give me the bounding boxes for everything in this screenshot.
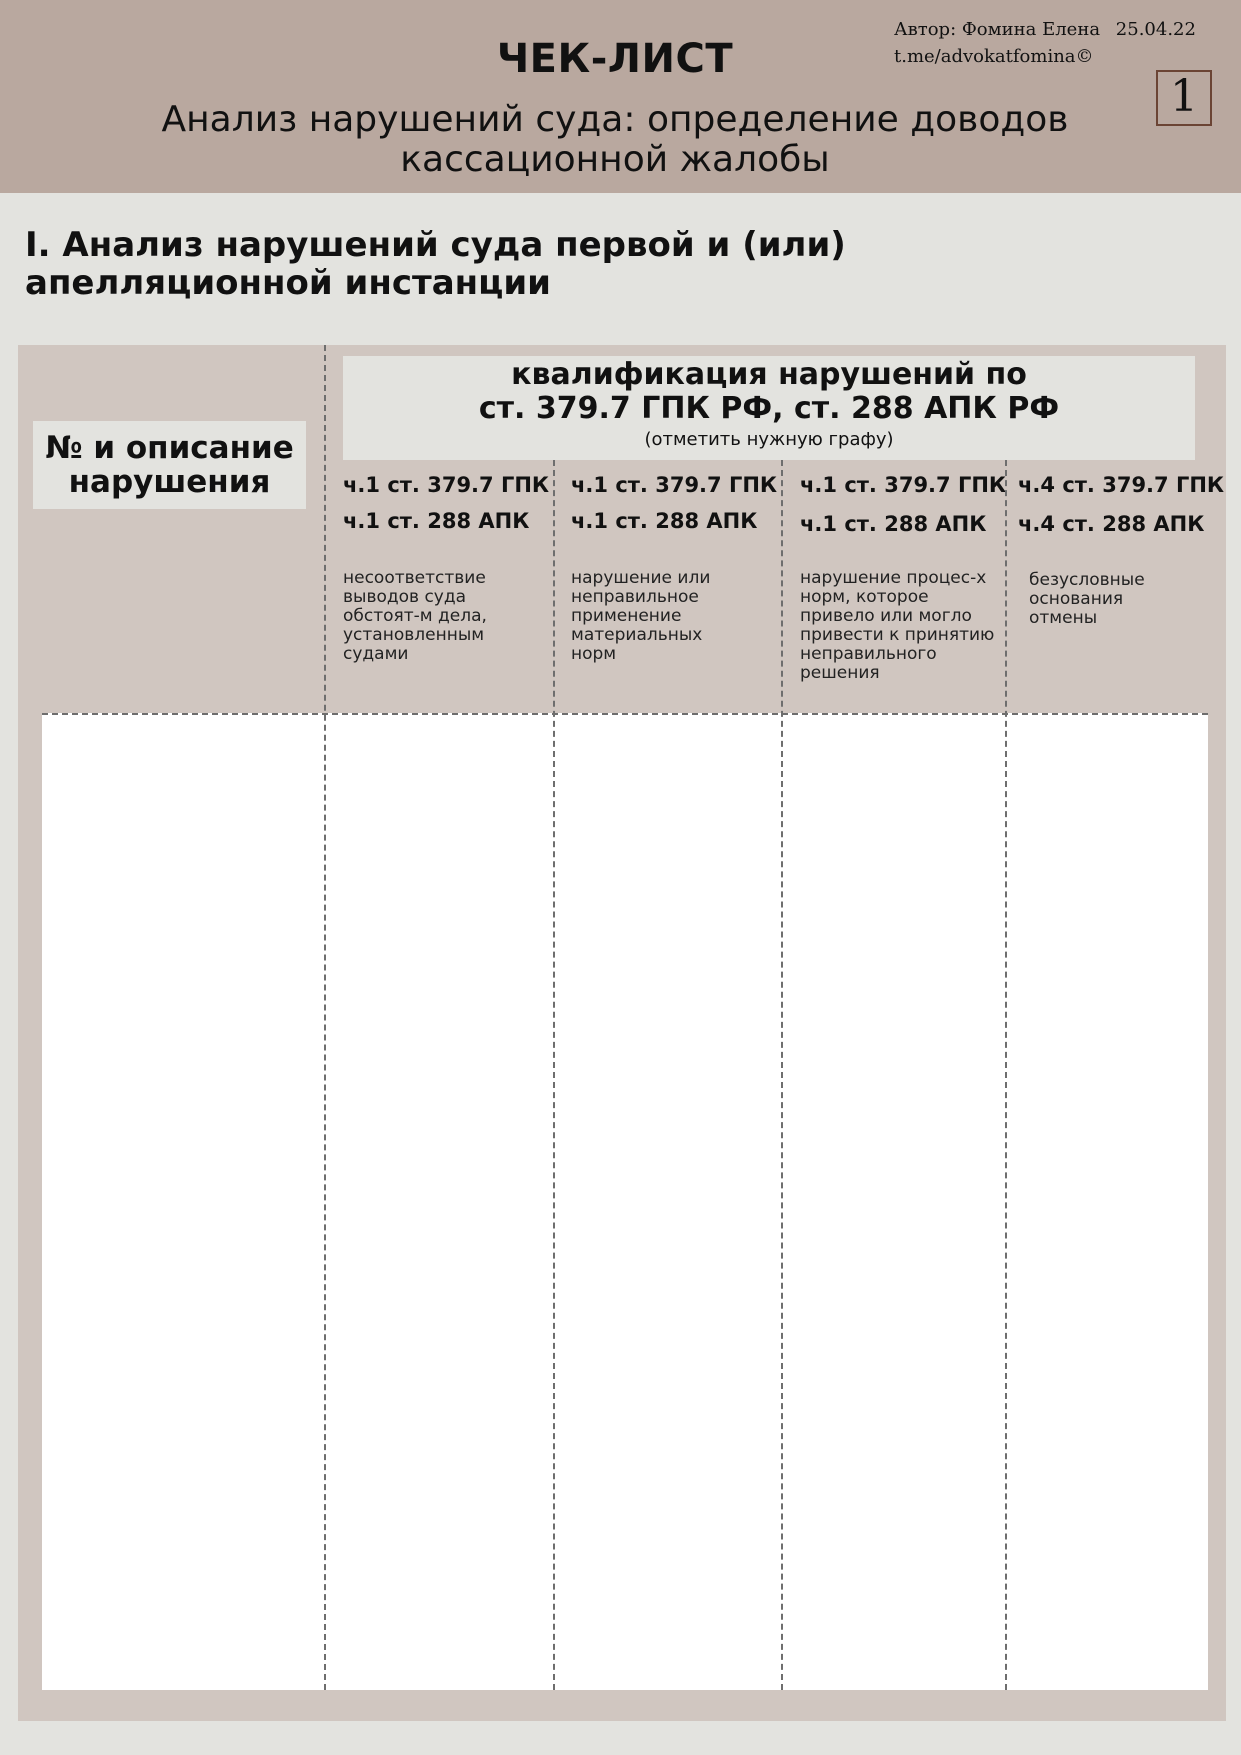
qualification-header (343, 356, 1195, 460)
entry-area[interactable] (42, 713, 1208, 1690)
column-1-description: несоответствие выводов суда обстоят-м дела, установленным судами (343, 568, 487, 664)
author-name: Автор: Фомина Елена (894, 19, 1101, 40)
left-column-header (33, 421, 306, 509)
column-3-description: нарушение процес-х норм, которое привело или могло привести к принятию неправильного решения (800, 568, 995, 683)
column-divider-2 (553, 460, 555, 1690)
header-banner (0, 0, 1241, 193)
date: 25.04.22 (1115, 19, 1196, 40)
header-divider-line (42, 713, 1208, 715)
column-2-gpk-ref: ч.1 ст. 379.7 ГПК (571, 473, 778, 497)
page-subtitle: Анализ нарушений суда: определение доводов кассационной жалобы (161, 99, 1069, 180)
qualification-line1: квалификация нарушений по (511, 357, 1027, 392)
telegram-link[interactable]: t.me/advokatfomina (894, 46, 1076, 67)
column-2-description: нарушение или неправильное применение материальных норм (571, 568, 711, 664)
qualification-line2: ст. 379.7 ГПК РФ, ст. 288 АПК РФ (478, 391, 1060, 426)
column-4-apk-ref: ч.4 ст. 288 АПК (1018, 512, 1205, 536)
column-divider-3 (781, 460, 783, 1690)
left-column-header-label: № и описание нарушения (45, 430, 294, 500)
author-block (894, 16, 1196, 70)
section-title: I. Анализ нарушений суда первой и (или) апелляционной инстанции (25, 225, 846, 303)
column-1-gpk-ref: ч.1 ст. 379.7 ГПК (343, 473, 550, 497)
column-3-apk-ref: ч.1 ст. 288 АПК (800, 512, 987, 536)
column-divider-1 (324, 345, 326, 1690)
column-3-gpk-ref: ч.1 ст. 379.7 ГПК (800, 473, 1007, 497)
column-divider-4 (1005, 460, 1007, 1690)
page-number: 1 (1156, 70, 1212, 126)
qualification-note: (отметить нужную графу) (644, 429, 894, 450)
column-4-gpk-ref: ч.4 ст. 379.7 ГПК (1018, 473, 1225, 497)
copyright-sign: © (1075, 46, 1094, 67)
page-title: ЧЕК-ЛИСТ (496, 36, 734, 82)
column-2-apk-ref: ч.1 ст. 288 АПК (571, 509, 758, 533)
column-4-description: безусловные основания отмены (1029, 570, 1145, 628)
column-1-apk-ref: ч.1 ст. 288 АПК (343, 509, 530, 533)
